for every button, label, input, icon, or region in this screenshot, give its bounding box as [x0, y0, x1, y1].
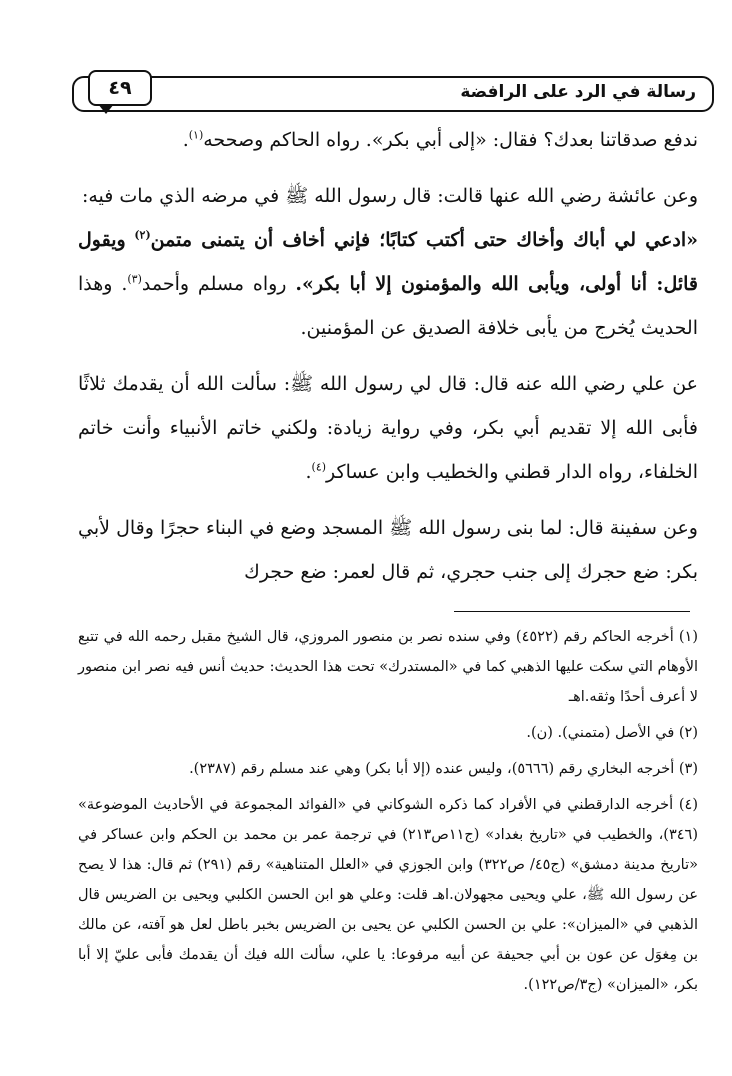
running-header-title: رسالة في الرد على الرافضة [460, 82, 696, 102]
hadith-quote-part-2: ويقول قائل: أنا أولى، ويأبى الله والمؤمنون إلا أبا بكر». [78, 229, 698, 295]
paragraph-1-end: . [182, 129, 189, 151]
paragraph-1 [78, 118, 698, 162]
footnote-1: (١) أخرجه الحاكم رقم (٤٥٢٢) وفي سنده نصر بن منصور المروزي، قال الشيخ مقبل رحمه الله في تتبع الأوهام التي سكت عليها الذهبي كما في «المستدرك» تحت هذا الحديث: حديث أنس فيه نصر ابن منصور لا أعرف أحدًا وثقه.اهـ [78, 629, 699, 705]
footnote-ref-4: (٤) [311, 460, 327, 474]
paragraph-2-intro: وعن عائشة رضي الله عنها قالت: قال رسول الله ﷺ في مرضه الذي مات فيه: [81, 185, 698, 207]
paragraph-2-tail: رواه مسلم وأحمد [141, 273, 296, 295]
main-text [78, 118, 698, 606]
paragraph-2-end: . وهذا الحديث يُخرج من يأبى خلافة الصديق عن المؤمنين. [78, 273, 698, 339]
paragraph-3-end: . [305, 461, 312, 483]
paragraph-4 [78, 506, 698, 594]
footnote-3: (٣) أخرجه البخاري رقم (٥٦٦٦)، وليس عنده (إلا أبا بكر) وهي عند مسلم رقم (٢٣٨٧). [189, 761, 698, 777]
hadith-quote-part-1: «ادعي لي أباك وأخاك حتى أكتب كتابًا؛ فإني أخاف أن يتمنى متمن [150, 229, 698, 251]
page-number: ٤٩ [108, 77, 132, 99]
footnotes [78, 622, 698, 1006]
footnote-ref-3: (٣) [127, 272, 142, 286]
footnote-4: (٤) أخرجه الدارقطني في الأفراد كما ذكره الشوكاني في «الفوائد المجموعة في الأحاديث الموضوعة» (٣٤٦)، والخطيب في «تاريخ بغداد» (ج١١ص٢١٣) في ترجمة عمر بن محمد بن الحكم وابن عساكر في «تاريخ مدينة دمشق» (ج٤٥/ ص٣٢٢) وابن الجوزي في «العلل المتناهية» رقم (٢٩١) ثم قال: هذا لا يصح عن رسول الله ﷺ، علي ويحيى مجهولان.اهـ قلت: وعلي هو ابن الحسن الكلبي ويحيى بن الضريس قال الذهبي في «الميزان»: علي بن الحسن الكلبي عن يحيى بن الضريس بخبر باطل لعل هو آفته، عن مالك بن مِغوَل عن عون بن أبي جحيفة عن أبيه مرفوعا: يا علي، سألت الله فيك أن يقدمك فأبى عليّ إلا أبا بكر، «الميزان» (ج٣/ص١٢٢). [78, 797, 698, 993]
paragraph-3-text: عن علي رضي الله عنه قال: قال لي رسول الله ﷺ: سألت الله أن يقدمك ثلاثًا فأبى الله إلا تقديم أبي بكر، وفي رواية زيادة: ولكني خاتم الأنبياء وأنت خاتم الخلفاء، رواه الدار قطني والخطيب وابن عساكر [78, 373, 698, 483]
paragraph-2 [78, 174, 698, 350]
paragraph-3 [78, 362, 698, 494]
page-tab-marker-icon [98, 104, 114, 114]
footnote-ref-2: (٢) [134, 228, 151, 242]
footnote-divider [454, 611, 690, 612]
paragraph-1-text: ندفع صدقاتنا بعدك؟ فقال: «إلى أبي بكر». رواه الحاكم وصححه [203, 129, 698, 151]
page-number-tab [88, 70, 152, 106]
paragraph-4-text: وعن سفينة قال: لما بنى رسول الله ﷺ المسجد وضع في البناء حجرًا وقال لأبي بكر: ضع حجرك إلى جنب حجري، ثم قال لعمر: ضع حجرك [78, 517, 698, 583]
running-header [72, 76, 714, 112]
footnote-ref-1: (١) [188, 128, 204, 142]
footnote-2: (٢) في الأصل (متمني). (ن). [526, 725, 698, 741]
